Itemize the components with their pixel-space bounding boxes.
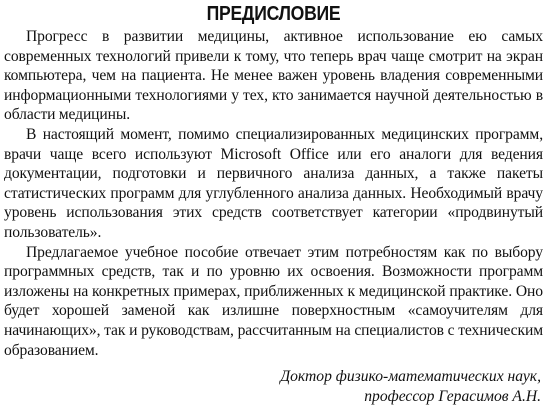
author-name: профессор Герасимов А.Н. <box>364 387 541 405</box>
author-degree: Доктор физико-математических наук, <box>280 368 541 386</box>
page-title: ПРЕДИСЛОВИЕ <box>206 3 341 25</box>
preface-body <box>4 27 543 360</box>
paragraph-1: Прогресс в развитии медицины, активное использование ею самых современных технологий привели к тому, что теперь врач чаще смотрит на экран компьютера, чем на пациента. Не менее важен уровень владения современными информационными технологиями у тех, кто занимается научной деятельностью в области медицины. <box>4 28 543 124</box>
author-signature <box>4 367 543 406</box>
paragraph-2: В настоящий момент, помимо специализированных медицинских программ, врачи чаще всего используют Microsoft Office или его аналоги для ведения документации, подготовки и первичного анализа данных, а также пакеты статистических программ для углубленного анализа данных. Необходимый врачу уровень использования этих средств соответствует категории «продвинутый пользователь». <box>4 125 543 241</box>
paragraph-3: Предлагаемое учебное пособие отвечает этим потребностям как по выбору программных средств, так и по уровню их освоения. Возможности программ изложены на конкретных примерах, приближенных к медицинской практике. Оно будет хорошей заменой как излишне поверхностным «самоучителям для начинающих», так и руководствам, рассчитанным на специалистов с техническим образованием. <box>4 243 543 359</box>
